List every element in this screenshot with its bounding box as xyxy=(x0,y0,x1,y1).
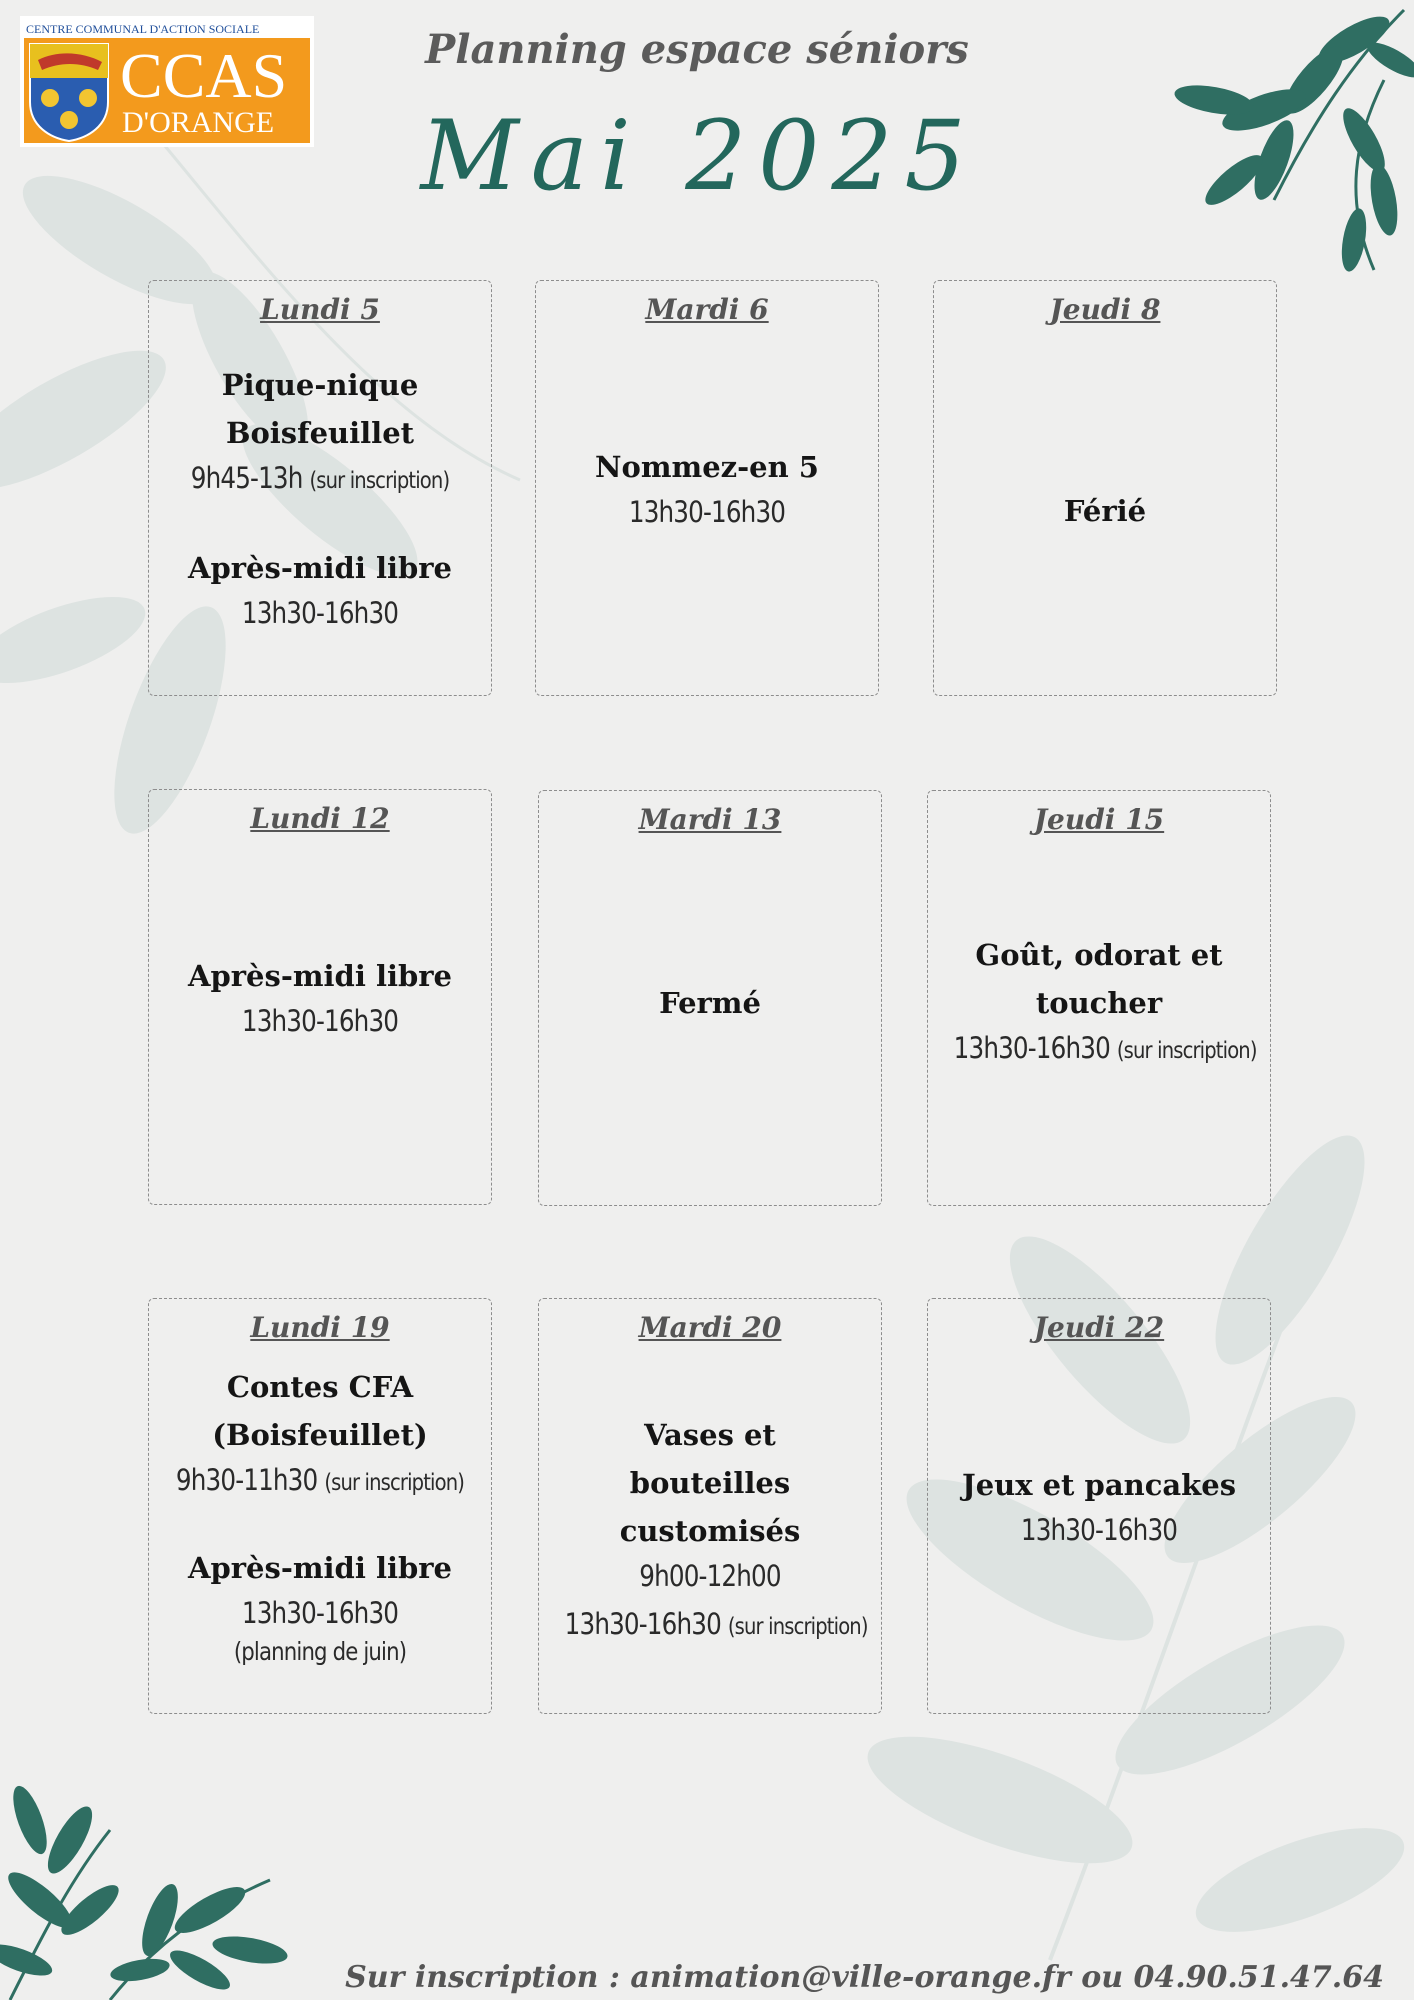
day-heading: Lundi 19 xyxy=(250,1311,390,1344)
day-heading: Lundi 5 xyxy=(260,293,380,326)
day-card-lundi-19 xyxy=(148,1298,492,1714)
event-time: 9h00-12h00 xyxy=(639,1559,781,1593)
event-title: Fermé xyxy=(659,986,761,1020)
day-card-mardi-6 xyxy=(535,280,879,696)
event-time: 13h30-16h30 xyxy=(628,495,786,529)
day-heading: Jeudi 15 xyxy=(1033,803,1165,836)
day-heading: Mardi 13 xyxy=(638,803,782,836)
day-heading: Lundi 12 xyxy=(250,802,390,835)
event-title: Pique-nique Boisfeuillet xyxy=(221,368,419,450)
logo-name: CCAS xyxy=(120,40,288,111)
page-title: Mai 2025 xyxy=(420,100,978,212)
event-note: (planning de juin) xyxy=(233,1637,407,1666)
event-title: Goût, odorat et toucher xyxy=(975,938,1223,1020)
day-heading: Mardi 20 xyxy=(638,1311,782,1344)
event-time: 9h45-13h (sur inscription) xyxy=(190,461,450,495)
event-title: Nommez-en 5 xyxy=(595,450,819,484)
day-card-mardi-13 xyxy=(538,790,882,1206)
day-card-mardi-20 xyxy=(538,1298,882,1714)
day-card-lundi-12 xyxy=(148,789,492,1205)
day-heading: Jeudi 22 xyxy=(1033,1311,1165,1344)
event-title: Vases et bouteilles customisés xyxy=(619,1418,801,1548)
event-time: 13h30-16h30 xyxy=(241,1596,399,1630)
event-time: 13h30-16h30 (sur inscription) xyxy=(564,1607,868,1641)
day-card-lundi-5 xyxy=(148,280,492,696)
logo-city: D'ORANGE xyxy=(122,106,275,139)
event-title: Après-midi libre xyxy=(187,551,452,585)
logo-top-line: CENTRE COMMUNAL D'ACTION SOCIALE xyxy=(24,20,310,38)
event-title: Contes CFA (Boisfeuillet) xyxy=(212,1370,428,1452)
day-heading: Jeudi 8 xyxy=(1049,293,1161,326)
day-card-jeudi-22 xyxy=(927,1298,1271,1714)
event-title: Après-midi libre xyxy=(187,959,452,993)
leaf-branch-bottom-left-decoration xyxy=(0,1770,300,2000)
day-card-jeudi-15 xyxy=(927,790,1271,1206)
day-card-jeudi-8 xyxy=(933,280,1277,696)
page-subtitle: Planning espace séniors xyxy=(425,26,969,73)
event-time: 13h30-16h30 xyxy=(1020,1513,1178,1547)
event-title: Férié xyxy=(1063,494,1147,528)
event-time: 13h30-16h30 xyxy=(241,1004,399,1038)
day-heading: Mardi 6 xyxy=(645,293,769,326)
footer-contact: Sur inscription : animation@ville-orange.fr ou 04.90.51.47.64 xyxy=(345,1960,1384,1995)
event-time: 13h30-16h30 (sur inscription) xyxy=(953,1031,1257,1065)
event-title: Jeux et pancakes xyxy=(961,1468,1237,1502)
event-time: 9h30-11h30 (sur inscription) xyxy=(175,1463,465,1497)
event-time: 13h30-16h30 xyxy=(241,596,399,630)
event-title: Après-midi libre xyxy=(187,1551,452,1585)
